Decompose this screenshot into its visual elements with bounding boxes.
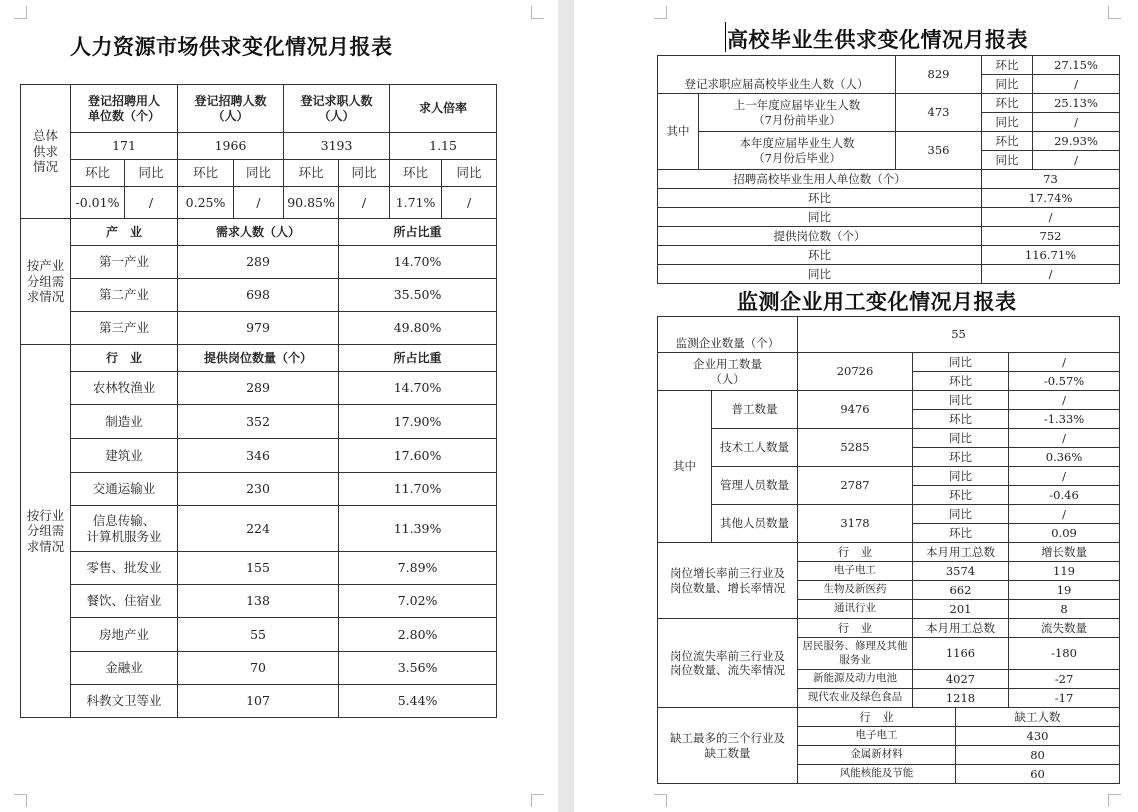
ratio-label: 环比 <box>658 246 982 265</box>
industry-name-cell: 金属新材料 <box>798 746 956 765</box>
branch-section-label: 按行业 分组需 求情况 <box>21 345 71 718</box>
industry-value-cell: 55 <box>178 618 339 652</box>
header-cell: 求人倍率 <box>390 85 497 133</box>
worker-type-label: 管理人员数量 <box>712 467 798 505</box>
industry-change-cell: -27 <box>1009 670 1120 689</box>
industry-name-cell: 零售、批发业 <box>71 552 178 585</box>
ratio-value: 27.15% <box>1033 56 1120 75</box>
industry-value-cell: 289 <box>178 372 339 405</box>
ratio-label: 同比 <box>982 113 1033 132</box>
among-label: 其中 <box>658 391 712 543</box>
header-cell: 所占比重 <box>339 345 497 372</box>
page-corner-mark <box>654 6 667 19</box>
growth-section-label: 岗位增长率前三行业及 岗位数量、增长率情况 <box>658 543 798 619</box>
table-row <box>658 246 1120 265</box>
table-row <box>658 227 1120 246</box>
sector-name-cell: 第一产业 <box>71 246 178 279</box>
industry-share-cell: 7.89% <box>339 552 497 585</box>
ratio-label: 环比 <box>913 372 1009 391</box>
table-row <box>21 552 497 585</box>
table-row <box>21 585 497 618</box>
ratio-value-cell: -0.01% <box>71 187 125 219</box>
sector-value-cell: 979 <box>178 312 339 345</box>
page-corner-mark <box>531 6 544 19</box>
table-row <box>658 467 1120 486</box>
table-row <box>658 56 1120 75</box>
ratio-value-cell: 90.85% <box>284 187 339 219</box>
industry-share-cell: 3.56% <box>339 652 497 685</box>
ratio-value-cell: 0.25% <box>178 187 234 219</box>
table-row <box>658 208 1120 227</box>
industry-total-cell: 1166 <box>913 638 1009 670</box>
table-row <box>21 405 497 439</box>
sector-share-cell: 35.50% <box>339 279 497 312</box>
header-cell: 产 业 <box>71 219 178 246</box>
shortage-section-label: 缺工最多的三个行业及 缺工数量 <box>658 708 798 784</box>
industry-change-cell: -17 <box>1009 689 1120 708</box>
table-row <box>658 317 1120 353</box>
shortage-count-cell: 60 <box>956 765 1120 784</box>
page-corner-mark <box>1108 794 1121 807</box>
ratio-value: 0.36% <box>1009 448 1120 467</box>
shortage-count-cell: 80 <box>956 746 1120 765</box>
ratio-value-cell: / <box>442 187 497 219</box>
ratio-value: / <box>1009 505 1120 524</box>
table-row <box>658 94 1120 113</box>
ratio-label: 环比 <box>982 56 1033 75</box>
industry-name-cell: 制造业 <box>71 405 178 439</box>
ratio-label: 同比 <box>913 353 1009 372</box>
sector-value-cell: 698 <box>178 279 339 312</box>
overall-section-label: 总体 供求 情况 <box>21 85 71 219</box>
document-page-1 <box>0 0 558 812</box>
ratio-value: / <box>982 265 1120 284</box>
ratio-value: / <box>1033 113 1120 132</box>
ratio-value: 116.71% <box>982 246 1120 265</box>
ratio-label: 同比 <box>658 208 982 227</box>
header-cell: 流失数量 <box>1009 619 1120 638</box>
table-row <box>658 391 1120 410</box>
industry-name-cell: 科教文卫等业 <box>71 685 178 718</box>
enterprise-table <box>657 316 1120 784</box>
sub-row-label: 本年度应届毕业生人数 （7月份后毕业） <box>699 132 896 170</box>
ratio-value: / <box>982 208 1120 227</box>
sector-share-cell: 14.70% <box>339 246 497 279</box>
ratio-label: 同比 <box>658 265 982 284</box>
shortage-count-cell: 430 <box>956 727 1120 746</box>
ratio-label-cell: 环比 <box>284 160 339 187</box>
table-row <box>658 170 1120 189</box>
table-row <box>21 246 497 279</box>
ratio-label-cell: 同比 <box>125 160 178 187</box>
industry-name-cell: 房地产业 <box>71 618 178 652</box>
sector-value-cell: 289 <box>178 246 339 279</box>
among-label: 其中 <box>658 94 699 170</box>
registered-label: 登记求职应届高校毕业生人数（人） <box>658 56 896 94</box>
industry-total-cell: 1218 <box>913 689 1009 708</box>
ratio-value: 25.13% <box>1033 94 1120 113</box>
sub-row-value: 473 <box>896 94 982 132</box>
page-corner-mark <box>14 6 27 19</box>
ratio-label: 环比 <box>982 94 1033 113</box>
header-cell: 行 业 <box>71 345 178 372</box>
ratio-label: 同比 <box>982 75 1033 94</box>
table-row <box>21 652 497 685</box>
ratio-label: 环比 <box>982 132 1033 151</box>
table-row <box>658 619 1120 638</box>
header-cell: 登记招聘用人 单位数（个） <box>71 85 178 133</box>
table-row <box>21 279 497 312</box>
table-row <box>658 543 1120 562</box>
ratio-label: 环比 <box>913 410 1009 429</box>
industry-share-cell: 2.80% <box>339 618 497 652</box>
ratio-value: -0.46 <box>1009 486 1120 505</box>
header-cell: 需求人数（人） <box>178 219 339 246</box>
table-row <box>658 353 1120 372</box>
industry-name-cell: 电子电工 <box>798 562 913 581</box>
header-cell: 本月用工总数 <box>913 543 1009 562</box>
ratio-label-cell: 同比 <box>234 160 284 187</box>
industry-share-cell: 5.44% <box>339 685 497 718</box>
value-cell: 3193 <box>284 133 390 160</box>
industry-name-cell: 信息传输、 计算机服务业 <box>71 506 178 552</box>
ratio-label-cell: 环比 <box>178 160 234 187</box>
worker-type-value: 3178 <box>798 505 913 543</box>
metric-value: 73 <box>982 170 1120 189</box>
table-row <box>21 506 497 552</box>
industry-total-cell: 662 <box>913 581 1009 600</box>
header-cell: 所占比重 <box>339 219 497 246</box>
monitored-value: 55 <box>798 317 1120 353</box>
ratio-label: 同比 <box>913 391 1009 410</box>
worker-type-value: 5285 <box>798 429 913 467</box>
header-cell: 行 业 <box>798 708 956 727</box>
value-cell: 171 <box>71 133 178 160</box>
ratio-label: 环比 <box>913 486 1009 505</box>
header-cell: 缺工人数 <box>956 708 1120 727</box>
ratio-label-cell: 同比 <box>442 160 497 187</box>
ratio-label: 同比 <box>913 467 1009 486</box>
sector-section-label: 按产业 分组需 求情况 <box>21 219 71 345</box>
ratio-value-cell: 1.71% <box>390 187 442 219</box>
ratio-label: 环比 <box>913 448 1009 467</box>
document-page-2 <box>574 0 1138 812</box>
industry-share-cell: 11.70% <box>339 473 497 506</box>
registered-value: 829 <box>896 56 982 94</box>
header-cell: 本月用工总数 <box>913 619 1009 638</box>
industry-name-cell: 建筑业 <box>71 439 178 473</box>
ratio-value: -0.57% <box>1009 372 1120 391</box>
industry-value-cell: 352 <box>178 405 339 439</box>
industry-name-cell: 金融业 <box>71 652 178 685</box>
ratio-label-cell: 环比 <box>390 160 442 187</box>
ratio-label: 同比 <box>982 151 1033 170</box>
industry-name-cell: 新能源及动力电池 <box>798 670 913 689</box>
worker-type-label: 其他人员数量 <box>712 505 798 543</box>
header-cell: 行 业 <box>798 543 913 562</box>
industry-total-cell: 3574 <box>913 562 1009 581</box>
industry-change-cell: 19 <box>1009 581 1120 600</box>
industry-share-cell: 17.60% <box>339 439 497 473</box>
ratio-value: / <box>1033 151 1120 170</box>
value-cell: 1966 <box>178 133 284 160</box>
industry-change-cell: -180 <box>1009 638 1120 670</box>
industry-name-cell: 交通运输业 <box>71 473 178 506</box>
table-row <box>658 132 1120 151</box>
graduates-title: 高校毕业生供求变化情况月报表 <box>727 28 1028 52</box>
worker-type-value: 2787 <box>798 467 913 505</box>
ratio-value: 29.93% <box>1033 132 1120 151</box>
industry-name-cell: 风能核能及节能 <box>798 765 956 784</box>
ratio-value-cell: / <box>339 187 390 219</box>
worker-type-label: 技术工人数量 <box>712 429 798 467</box>
industry-name-cell: 通讯行业 <box>798 600 913 619</box>
industry-value-cell: 107 <box>178 685 339 718</box>
worker-type-value: 9476 <box>798 391 913 429</box>
graduates-table <box>657 55 1120 284</box>
industry-name-cell: 餐饮、住宿业 <box>71 585 178 618</box>
table-row <box>21 685 497 718</box>
enterprise-title: 监测企业用工变化情况月报表 <box>737 290 1017 314</box>
value-cell: 1.15 <box>390 133 497 160</box>
table-row <box>21 618 497 652</box>
table-row <box>21 312 497 345</box>
ratio-value: / <box>1009 353 1120 372</box>
monitored-label: 监测企业数量（个） <box>658 317 798 353</box>
page-corner-mark <box>531 794 544 807</box>
industry-total-cell: 4027 <box>913 670 1009 689</box>
table-row <box>21 219 497 246</box>
industry-change-cell: 119 <box>1009 562 1120 581</box>
employment-value: 20726 <box>798 353 913 391</box>
sector-share-cell: 49.80% <box>339 312 497 345</box>
page-corner-mark <box>1108 6 1121 19</box>
industry-name-cell: 居民服务、修理及其他 服务业 <box>798 638 913 670</box>
table-row <box>658 505 1120 524</box>
sub-row-value: 356 <box>896 132 982 170</box>
industry-value-cell: 224 <box>178 506 339 552</box>
industry-change-cell: 8 <box>1009 600 1120 619</box>
table-row <box>658 189 1120 208</box>
industry-share-cell: 7.02% <box>339 585 497 618</box>
worker-type-label: 普工数量 <box>712 391 798 429</box>
ratio-value: / <box>1009 429 1120 448</box>
text-cursor <box>725 22 726 52</box>
table-row <box>658 265 1120 284</box>
ratio-value: 0.09 <box>1009 524 1120 543</box>
table-row <box>21 473 497 506</box>
table-row <box>658 429 1120 448</box>
ratio-label: 同比 <box>913 429 1009 448</box>
industry-value-cell: 155 <box>178 552 339 585</box>
industry-name-cell: 现代农业及绿色食品 <box>798 689 913 708</box>
industry-value-cell: 230 <box>178 473 339 506</box>
metric-label: 招聘高校毕业生用人单位数（个） <box>658 170 982 189</box>
table-row <box>21 439 497 473</box>
industry-total-cell: 201 <box>913 600 1009 619</box>
metric-value: 752 <box>982 227 1120 246</box>
ratio-value-cell: / <box>125 187 178 219</box>
table-row <box>21 345 497 372</box>
page-corner-mark <box>654 794 667 807</box>
ratio-value: / <box>1033 75 1120 94</box>
table-row <box>21 372 497 405</box>
industry-share-cell: 17.90% <box>339 405 497 439</box>
metric-label: 提供岗位数（个） <box>658 227 982 246</box>
header-cell: 登记求职人数 （人） <box>284 85 390 133</box>
labor-market-table <box>20 84 497 718</box>
page-corner-mark <box>14 794 27 807</box>
loss-section-label: 岗位流失率前三行业及 岗位数量、流失率情况 <box>658 619 798 708</box>
industry-name-cell: 农林牧渔业 <box>71 372 178 405</box>
page-title: 人力资源市场供求变化情况月报表 <box>70 35 393 59</box>
header-cell: 行 业 <box>798 619 913 638</box>
ratio-label: 同比 <box>913 505 1009 524</box>
ratio-value-cell: / <box>234 187 284 219</box>
industry-name-cell: 电子电工 <box>798 727 956 746</box>
industry-name-cell: 生物及新医药 <box>798 581 913 600</box>
header-cell: 增长数量 <box>1009 543 1120 562</box>
industry-value-cell: 70 <box>178 652 339 685</box>
header-cell: 登记招聘人数 （人） <box>178 85 284 133</box>
ratio-value: -1.33% <box>1009 410 1120 429</box>
industry-value-cell: 138 <box>178 585 339 618</box>
industry-value-cell: 346 <box>178 439 339 473</box>
ratio-value: / <box>1009 467 1120 486</box>
ratio-label: 环比 <box>913 524 1009 543</box>
header-cell: 提供岗位数量（个） <box>178 345 339 372</box>
ratio-label-cell: 同比 <box>339 160 390 187</box>
ratio-label-cell: 环比 <box>71 160 125 187</box>
table-row <box>658 708 1120 727</box>
ratio-value: 17.74% <box>982 189 1120 208</box>
sub-row-label: 上一年度应届毕业生人数 （7月份前毕业） <box>699 94 896 132</box>
industry-share-cell: 11.39% <box>339 506 497 552</box>
ratio-value: / <box>1009 391 1120 410</box>
employment-label: 企业用工数量 （人） <box>658 353 798 391</box>
sector-name-cell: 第二产业 <box>71 279 178 312</box>
ratio-label: 环比 <box>658 189 982 208</box>
industry-share-cell: 14.70% <box>339 372 497 405</box>
sector-name-cell: 第三产业 <box>71 312 178 345</box>
